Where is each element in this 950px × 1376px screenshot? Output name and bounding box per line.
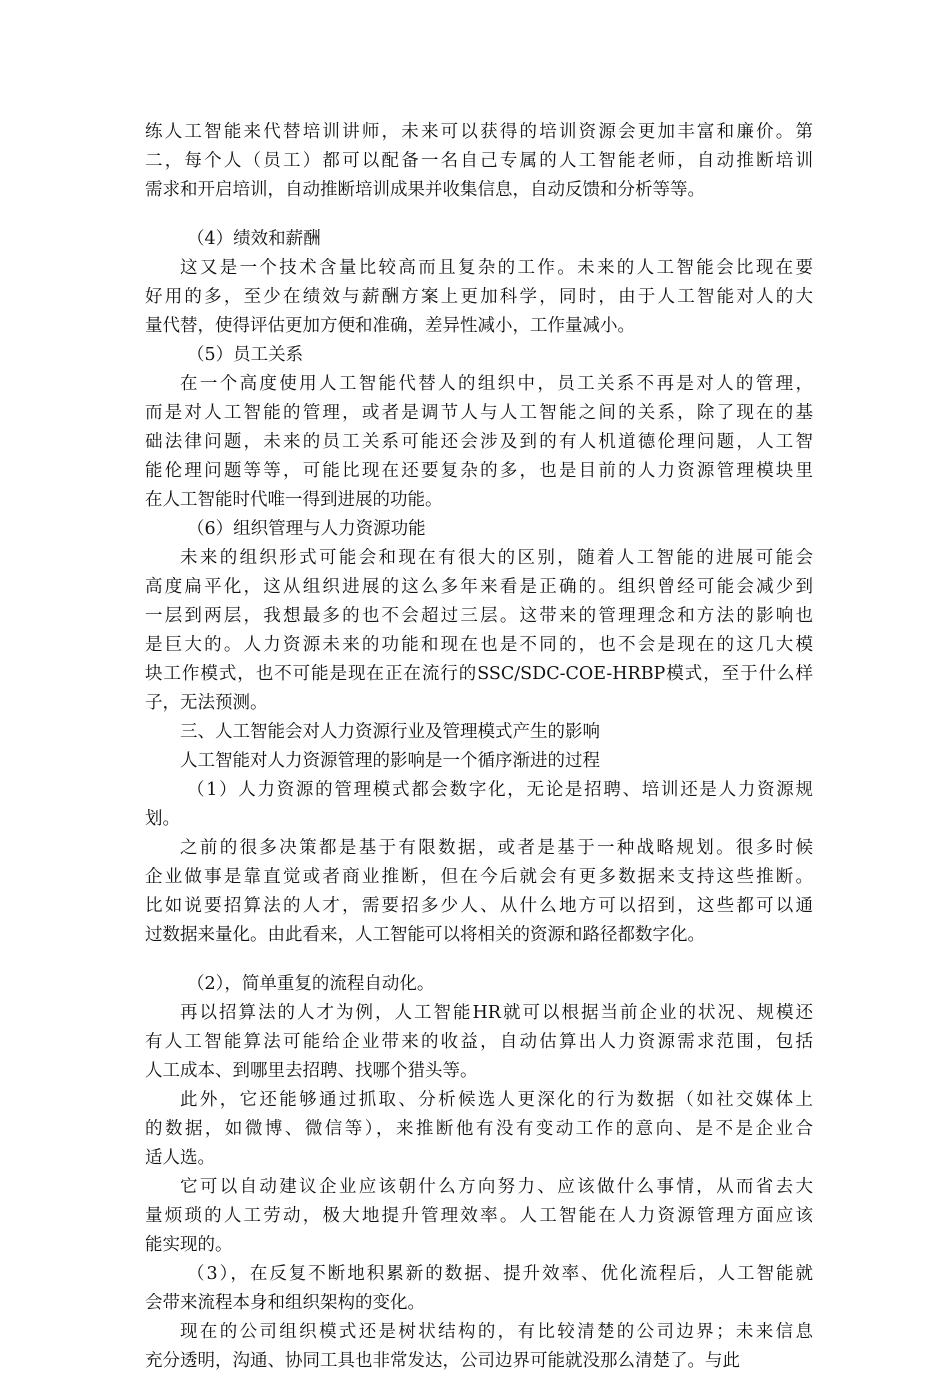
text-line: 适人选。 [145, 1148, 215, 1168]
text-line: 量烦琐的人工劳动，极大地提升管理效率。人工智能在人力资源管理方面应该 [145, 1206, 813, 1226]
text-line: 三、人工智能会对人力资源行业及管理模式产生的影响 [180, 722, 600, 742]
text-line: 人工智能对人力资源管理的影响是一个循序渐进的过程 [180, 751, 600, 771]
text-line: 划。 [145, 809, 180, 829]
text-line: 二，每个人（员工）都可以配备一名自己专属的人工智能老师，自动推断培训 [145, 151, 813, 171]
text-line: 高度扁平化，这从组织进展的这么多年来看是正确的。组织曾经可能会减少到 [145, 577, 813, 597]
text-line: 它可以自动建议企业应该朝什么方向努力、应该做什么事情，从而省去大 [180, 1177, 813, 1197]
text-line: （2），简单重复的流程自动化。 [187, 974, 435, 994]
text-line: 这又是一个技术含量比较高而且复杂的工作。未来的人工智能会比现在要 [180, 258, 813, 278]
text-line: 再以招算法的人才为例，人工智能HR就可以根据当前企业的状况、规模还 [180, 1003, 813, 1023]
text-line: （4）绩效和薪酬 [187, 229, 321, 249]
text-line: 能伦理问题等等，可能比现在还要复杂的多，也是目前的人力资源管理模块里 [145, 461, 813, 481]
text-line: 充分透明，沟通、协同工具也非常发达，公司边界可能就没那么清楚了。与此 [145, 1351, 740, 1371]
text-line: 需求和开启培训，自动推断培训成果并收集信息，自动反馈和分析等等。 [145, 180, 705, 200]
text-line: 一层到两层，我想最多的也不会超过三层。这带来的管理理念和方法的影响也 [145, 606, 813, 626]
text-line: （1）人力资源的管理模式都会数字化，无论是招聘、培训还是人力资源规 [187, 780, 813, 800]
text-line: （3），在反复不断地积累新的数据、提升效率、优化流程后，人工智能就 [187, 1264, 813, 1284]
text-line: 过数据来量化。由此看来，人工智能可以将相关的资源和路径都数字化。 [145, 925, 705, 945]
text-line: 能实现的。 [145, 1235, 233, 1255]
text-line: 是巨大的。人力资源未来的功能和现在也是不同的，也不会是现在的这几大模 [145, 635, 813, 655]
text-line: 现在的公司组织模式还是树状结构的，有比较清楚的公司边界；未来信息 [180, 1322, 813, 1342]
text-line: 量代替，使得评估更加方便和准确，差异性减小，工作量减小。 [145, 316, 635, 336]
document-body [145, 118, 813, 1376]
paragraph-gap [145, 950, 813, 970]
text-line: 在人工智能时代唯一得到进展的功能。 [145, 490, 443, 510]
text-line: 有人工智能算法可能给企业带来的收益，自动估算出人力资源需求范围，包括 [145, 1032, 813, 1052]
text-line: 练人工智能来代替培训讲师，未来可以获得的培训资源会更加丰富和廉价。第 [145, 122, 813, 142]
text-line: 子，无法预测。 [145, 693, 268, 713]
text-line: 的数据，如微博、微信等），来推断他有没有变动工作的意向、是不是企业合 [145, 1119, 813, 1139]
text-line: 比如说要招算法的人才，需要招多少人、从什么地方可以招到，这些都可以通 [145, 896, 813, 916]
text-line: （5）员工关系 [187, 345, 304, 365]
text-line: 而是对人工智能的管理，或者是调节人与人工智能之间的关系，除了现在的基 [145, 403, 813, 423]
text-line: 企业做事是靠直觉或者商业推断，但在今后就会有更多数据来支持这些推断。 [145, 867, 813, 887]
text-line: 未来的组织形式可能会和现在有很大的区别，随着人工智能的进展可能会 [180, 548, 813, 568]
text-line: 块工作模式，也不可能是现在正在流行的SSC/SDC-COE-HRBP模式，至于什么样 [145, 664, 813, 684]
text-line: 人工成本、到哪里去招聘、找哪个猎头等。 [145, 1061, 478, 1081]
text-line: 之前的很多决策都是基于有限数据，或者是基于一种战略规划。很多时候 [180, 838, 813, 858]
text-line: 在一个高度使用人工智能代替人的组织中，员工关系不再是对人的管理， [180, 374, 813, 394]
text-line: 础法律问题，未来的员工关系可能还会涉及到的有人机道德伦理问题，人工智 [145, 432, 813, 452]
text-line: 好用的多，至少在绩效与薪酬方案上更加科学，同时，由于人工智能对人的大 [145, 287, 813, 307]
text-line: （6）组织管理与人力资源功能 [187, 519, 426, 539]
text-line: 此外，它还能够通过抓取、分析候选人更深化的行为数据（如社交媒体上 [180, 1090, 813, 1110]
paragraph-gap [145, 205, 813, 225]
text-line: 会带来流程本身和组织架构的变化。 [145, 1293, 425, 1313]
